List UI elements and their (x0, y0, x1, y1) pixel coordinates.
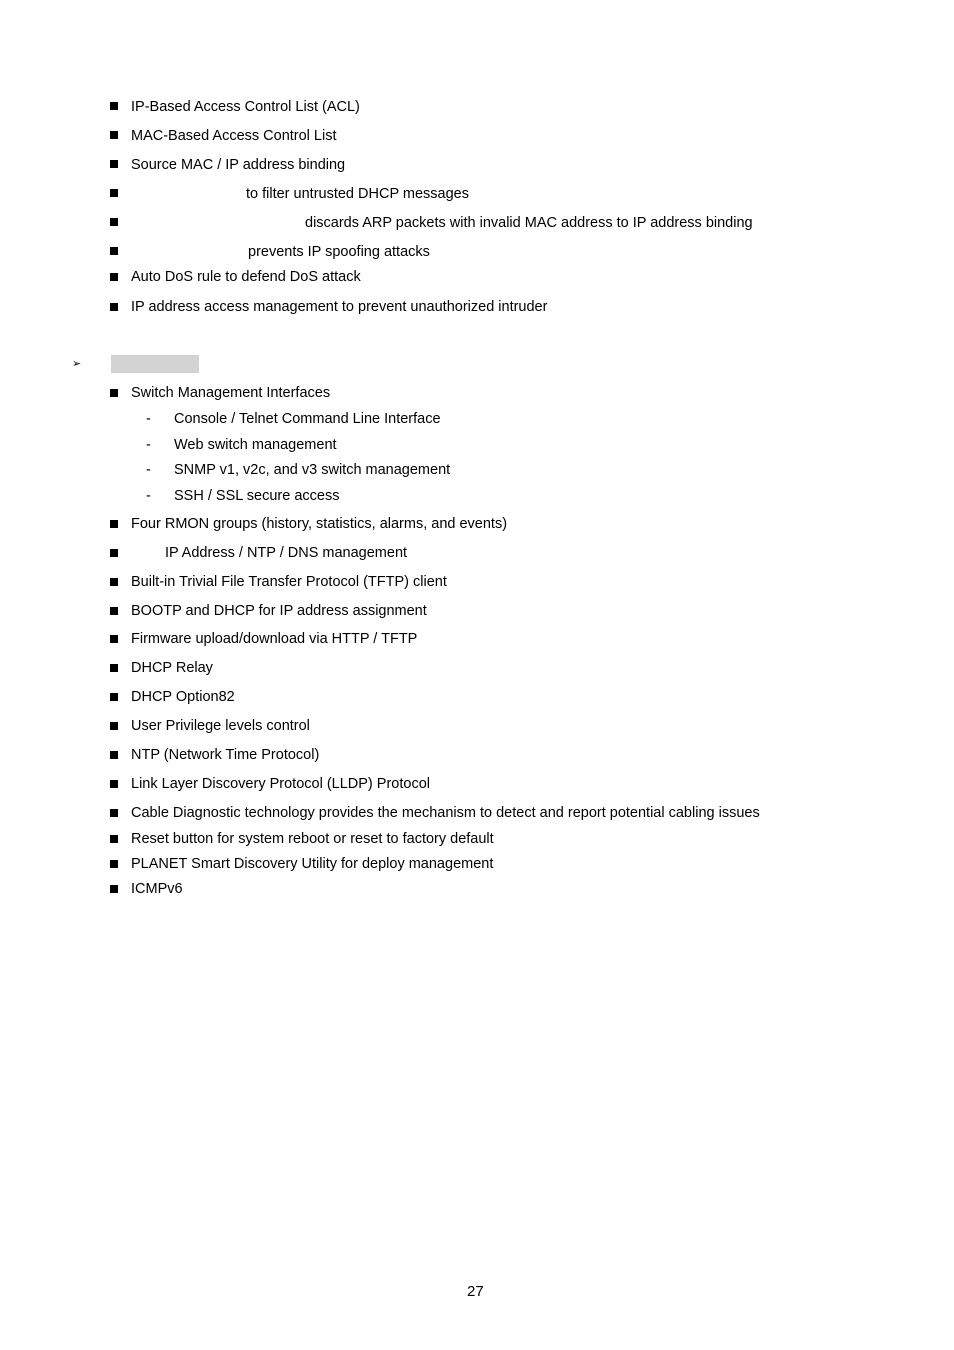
bullet-square-icon (110, 635, 118, 643)
dash-bullet: - (146, 488, 151, 504)
bullet-square-icon (110, 885, 118, 893)
bullet-square-icon (110, 860, 118, 868)
bullet-square-icon (110, 607, 118, 615)
list-item: DHCP Option82 (131, 689, 235, 705)
dash-bullet: - (146, 437, 151, 453)
list-item: Firmware upload/download via HTTP / TFTP (131, 631, 418, 647)
sub-list-item: SNMP v1, v2c, and v3 switch management (174, 462, 451, 478)
section-heading-highlight (111, 355, 199, 373)
bullet-square-icon (110, 780, 118, 788)
list-item: Reset button for system reboot or reset to factory default (131, 831, 494, 847)
page-number: 27 (467, 1283, 484, 1300)
bullet-square-icon (110, 189, 118, 197)
bullet-square-icon (110, 549, 118, 557)
list-item: Switch Management Interfaces (131, 385, 331, 401)
list-item: User Privilege levels control (131, 718, 310, 734)
bullet-square-icon (110, 809, 118, 817)
bullet-square-icon (110, 160, 118, 168)
bullet-square-icon (110, 751, 118, 759)
list-item: MAC-Based Access Control List (131, 128, 337, 144)
list-item: IP-Based Access Control List (ACL) (131, 99, 360, 115)
bullet-square-icon (110, 389, 118, 397)
list-item: Four RMON groups (history, statistics, alarms, and events) (131, 516, 508, 532)
bullet-square-icon (110, 303, 118, 311)
list-item: IP address access management to prevent unauthorized intruder (131, 299, 548, 315)
list-item: IP Address / NTP / DNS management (165, 545, 408, 561)
list-item: Cable Diagnostic technology provides the mechanism to detect and report potential cabling issues (131, 805, 760, 821)
bullet-square-icon (110, 273, 118, 281)
bullet-square-icon (110, 218, 118, 226)
dash-bullet: - (146, 462, 151, 478)
bullet-square-icon (110, 131, 118, 139)
list-item: BOOTP and DHCP for IP address assignment (131, 603, 427, 619)
list-item: Link Layer Discovery Protocol (LLDP) Protocol (131, 776, 430, 792)
bullet-square-icon (110, 520, 118, 528)
bullet-square-icon (110, 578, 118, 586)
list-item: PLANET Smart Discovery Utility for deploy management (131, 856, 494, 872)
arrow-bullet-icon: ➢ (72, 358, 82, 370)
sub-list-item: Web switch management (174, 437, 337, 453)
dash-bullet: - (146, 411, 151, 427)
list-item: ICMPv6 (131, 881, 183, 897)
list-item: to filter untrusted DHCP messages (246, 186, 469, 202)
list-item: NTP (Network Time Protocol) (131, 747, 320, 763)
bullet-square-icon (110, 664, 118, 672)
list-item: prevents IP spoofing attacks (248, 244, 430, 260)
list-item: Auto DoS rule to defend DoS attack (131, 269, 361, 285)
list-item: Built-in Trivial File Transfer Protocol (TFTP) client (131, 574, 447, 590)
list-item: Source MAC / IP address binding (131, 157, 346, 173)
bullet-square-icon (110, 835, 118, 843)
sub-list-item: Console / Telnet Command Line Interface (174, 411, 441, 427)
sub-list-item: SSH / SSL secure access (174, 488, 340, 504)
bullet-square-icon (110, 693, 118, 701)
list-item: discards ARP packets with invalid MAC address to IP address binding (305, 215, 753, 231)
bullet-square-icon (110, 722, 118, 730)
bullet-square-icon (110, 102, 118, 110)
bullet-square-icon (110, 247, 118, 255)
list-item: DHCP Relay (131, 660, 213, 676)
